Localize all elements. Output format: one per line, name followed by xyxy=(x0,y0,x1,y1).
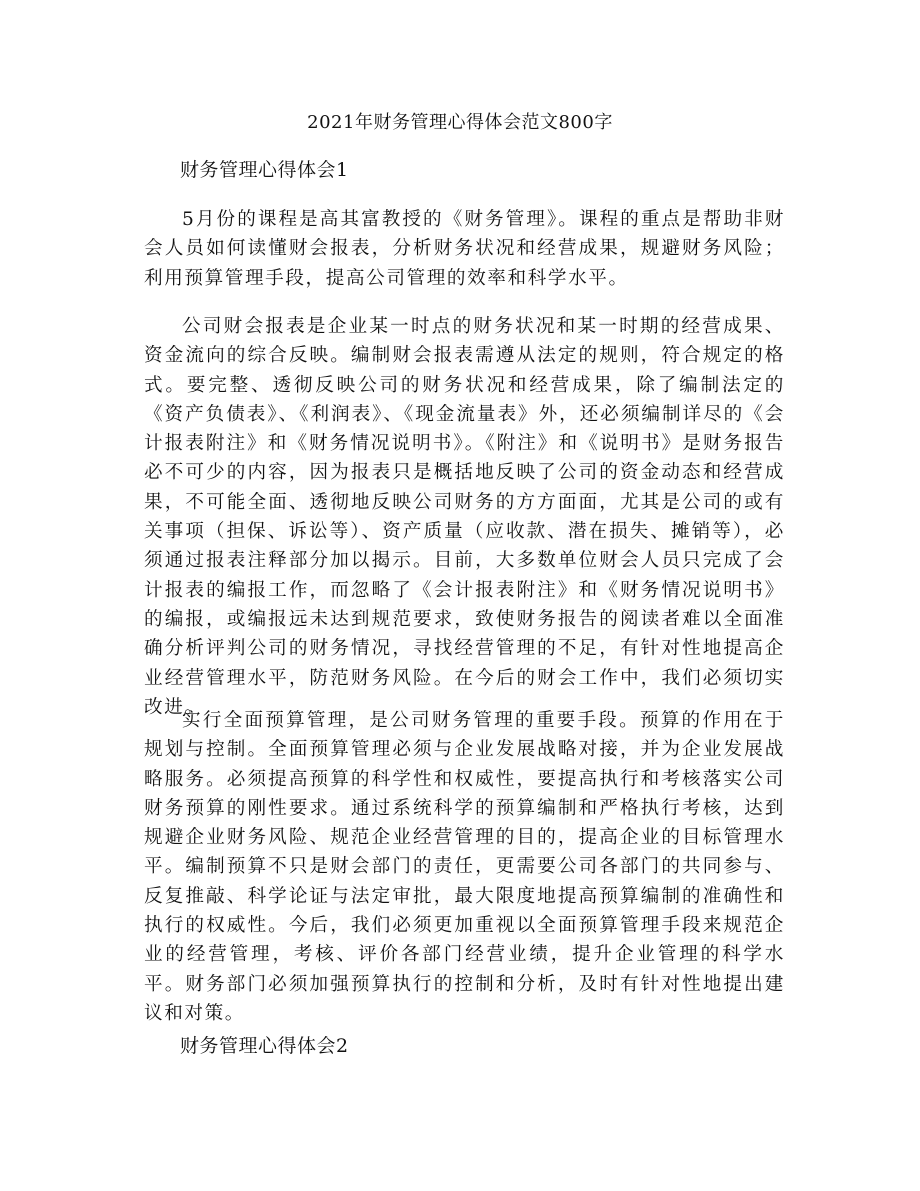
paragraph-2: 公司财会报表是企业某一时点的财务状况和某一时期的经营成果、资金流向的综合反映。编制财会报表需遵从法定的规则，符合规定的格式。要完整、透彻反映公司的财务状况和经营成果，除了编制法定的《资产负债表》、《利润表》、《现金流量表》外，还必须编制详尽的《会计报表附注》和《财务情况说明书》。《附注》和《说明书》是财务报告必不可少的内容，因为报表只是概括地反映了公司的资金动态和经营成果，不可能全面、透彻地反映公司财务的方方面面，尤其是公司的或有关事项（担保、诉讼等）、资产质量（应收款、潜在损失、摊销等），必须通过报表注释部分加以揭示。目前，大多数单位财会人员只完成了会计报表的编报工作，而忽略了《会计报表附注》和《财务情况说明书》的编报，或编报远未达到规范要求，致使财务报告的阅读者难以全面准确分析评判公司的财务情况，寻找经营管理的不足，有针对性地提高企业经营管理水平，防范财务风险。在今后的财会工作中，我们必须切实改进。 xyxy=(144,316,785,718)
document-title: 2021年财务管理心得体会范文800字 xyxy=(307,112,613,133)
section-heading-2: 财务管理心得体会2 xyxy=(180,1035,349,1057)
paragraph-1: 5月份的课程是高其富教授的《财务管理》。课程的重点是帮助非财会人员如何读懂财会报表，分析财务状况和经营成果，规避财务风险；利用预算管理手段，提高公司管理的效率和科学水平。 xyxy=(144,209,785,289)
section-heading-1: 财务管理心得体会1 xyxy=(180,159,349,181)
paragraph-3: 实行全面预算管理，是公司财务管理的重要手段。预算的作用在于规划与控制。全面预算管理必须与企业发展战略对接，并为企业发展战略服务。必须提高预算的科学性和权威性，要提高执行和考核落实公司财务预算的刚性要求。通过系统科学的预算编制和严格执行考核，达到规避企业财务风险、规范企业经营管理的目的，提高企业的目标管理水平。编制预算不只是财会部门的责任，更需要公司各部门的共同参与、反复推敲、科学论证与法定审批，最大限度地提高预算编制的准确性和执行的权威性。今后，我们必须更加重视以全面预算管理手段来规范企业的经营管理，考核、评价各部门经营业绩，提升企业管理的科学水平。财务部门必须加强预算执行的控制和分析，及时有针对性地提出建议和对策。 xyxy=(144,710,785,1024)
